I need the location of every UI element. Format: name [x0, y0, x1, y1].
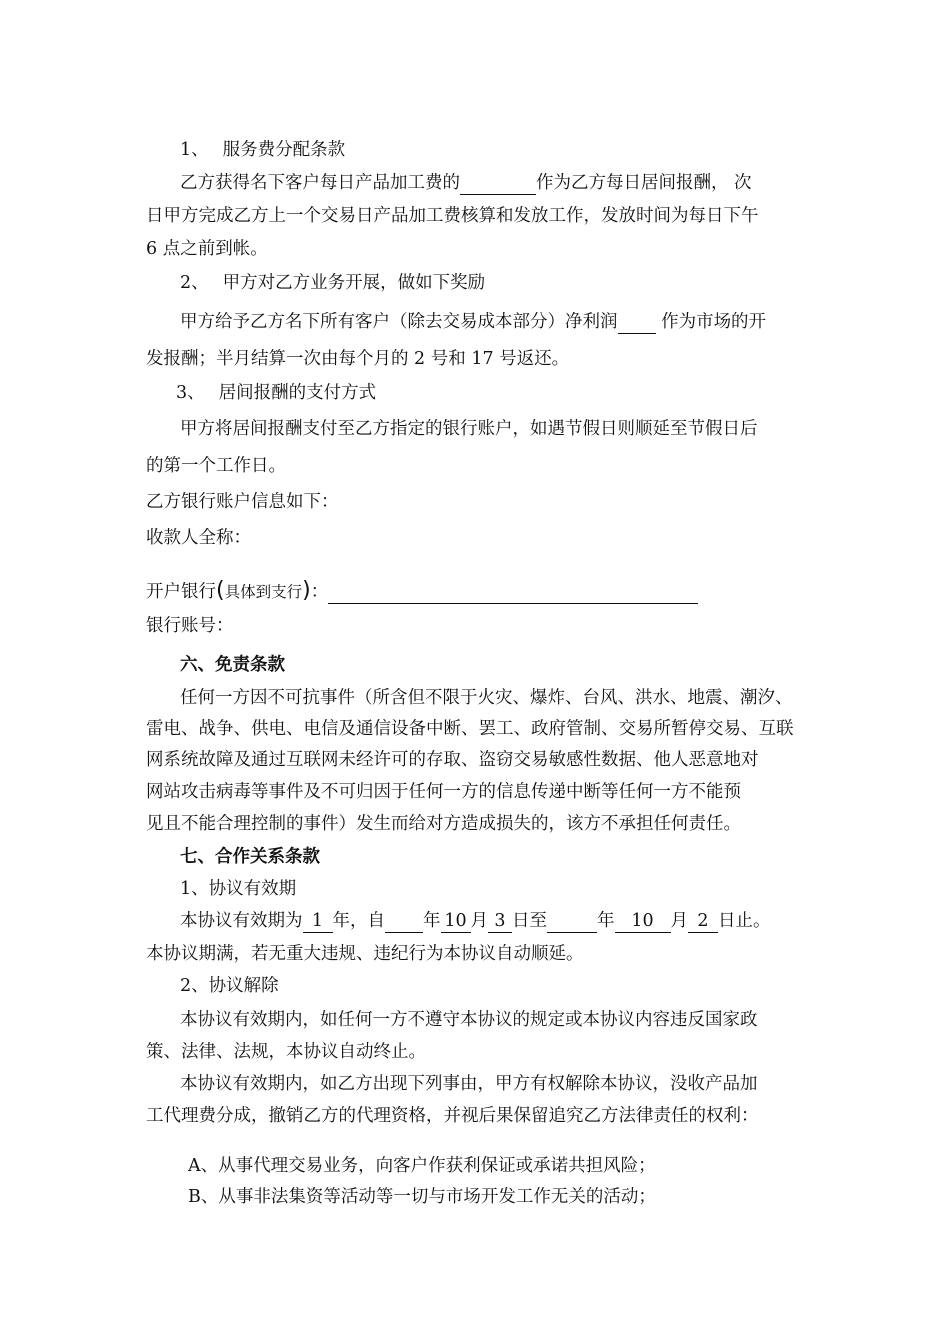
text-run: 年	[597, 911, 615, 931]
section-6-line-5: 见且不能合理控制的事件）发生而给对方造成损失的，该方不承担任何责任。	[146, 814, 741, 834]
termination-para-1-line-1: 本协议有效期内，如任何一方不遵守本协议的规定或本协议内容违反国家政	[180, 1010, 758, 1030]
section-1-para-line-3: 6 点之前到帐。	[146, 239, 268, 259]
text-run: 甲方给予乙方名下所有客户（除去交易成本部分）净利润	[180, 312, 618, 332]
end-day: 2	[688, 913, 718, 933]
section-6-line-4: 网站攻击病毒等事件及不可归因于任何一方的信息传递中断等任何一方不能预	[146, 782, 741, 802]
section-1-heading	[180, 142, 345, 160]
section-2-para-line-2: 发报酬；半月结算一次由每个月的 2 号和 17 号返还。	[146, 349, 570, 369]
bank-label: 开户银行	[146, 582, 216, 602]
blank-start-year	[385, 913, 423, 933]
section-3-number: 3、	[176, 383, 205, 403]
term-line-2: 本协议期满，若无重大违规、违纪行为本协议自动顺延。	[146, 944, 584, 964]
section-7-sub-1: 1、协议有效期	[180, 879, 297, 899]
section-1-title: 服务费分配条款	[222, 140, 346, 160]
section-6-line-2: 雷电、战争、供电、电信及通信设备中断、罢工、政府管制、交易所暂停交易、互联	[146, 719, 794, 739]
section-1-number: 1、	[180, 140, 209, 160]
text-run: 本协议有效期为	[180, 911, 303, 931]
blank-net-profit-share	[618, 314, 656, 334]
paren-close: )	[302, 578, 311, 603]
start-day: 3	[488, 913, 512, 933]
end-month: 10	[615, 913, 671, 933]
blank-bank-branch	[328, 584, 698, 604]
text-run: 年	[423, 911, 441, 931]
termination-para-2-line-1: 本协议有效期内，如乙方出现下列事由，甲方有权解除本协议，没收产品加	[180, 1074, 758, 1094]
section-3-para-line-2: 的第一个工作日。	[146, 456, 286, 476]
section-7-heading: 七、合作关系条款	[180, 847, 320, 867]
section-6-line-3: 网系统故障及通过互联网未经许可的存取、盗窃交易敏感性数据、他人恶意地对	[146, 750, 759, 770]
blank-fee-share	[460, 175, 536, 195]
termination-para-2-line-2: 工代理费分成，撤销乙方的代理资格，并视后果保留追究乙方法律责任的权利：	[146, 1106, 759, 1126]
text-run: 年，自	[332, 911, 385, 931]
text-run: 月	[470, 911, 488, 931]
section-1-para-line-1	[180, 175, 752, 195]
colon: ：	[310, 582, 329, 602]
section-3-para-line-1: 甲方将居间报酬支付至乙方指定的银行账户，如遇节假日则顺延至节假日后	[180, 419, 758, 439]
bank-info-intro: 乙方银行账户信息如下：	[146, 492, 339, 512]
termination-para-1-line-2: 策、法律、法规，本协议自动终止。	[146, 1042, 426, 1062]
section-6-line-1: 任何一方因不可抗事件（所含但不限于火灾、爆炸、台风、洪水、地震、潮汐、	[180, 688, 793, 708]
payee-name-label: 收款人全称：	[146, 528, 251, 548]
text-run: 作为乙方每日居间报酬， 次	[536, 173, 752, 193]
bank-branch-line	[146, 580, 698, 604]
section-6-heading: 六、免责条款	[180, 655, 285, 675]
section-2-heading	[180, 275, 485, 293]
text-run: 作为市场的开	[655, 312, 767, 332]
text-run: 日止。	[718, 911, 771, 931]
text-run: 日至	[512, 911, 547, 931]
section-2-title: 甲方对乙方业务开展，做如下奖励	[222, 273, 486, 293]
account-number-label: 银行账号：	[146, 616, 234, 636]
term-line	[180, 913, 771, 933]
blank-end-year	[547, 913, 597, 933]
section-1-para-line-2: 日甲方完成乙方上一个交易日产品加工费核算和发放工作，发放时间为每日下午	[146, 206, 759, 226]
bank-branch-note: 具体到支行	[224, 583, 303, 601]
paren-open: (	[216, 578, 225, 603]
start-month: 10	[441, 913, 471, 933]
text-run: 月	[670, 911, 688, 931]
termination-item-a: A、从事代理交易业务，向客户作获利保证或承诺共担风险；	[188, 1156, 656, 1176]
section-3-heading	[176, 385, 376, 403]
term-years: 1	[303, 913, 333, 933]
termination-item-b: B、从事非法集资等活动等一切与市场开发工作无关的活动；	[188, 1187, 656, 1207]
section-3-title: 居间报酬的支付方式	[218, 383, 377, 403]
section-2-para-line-1	[180, 314, 766, 334]
section-7-sub-2: 2、协议解除	[180, 976, 279, 996]
section-2-number: 2、	[180, 273, 209, 293]
text-run: 乙方获得名下客户每日产品加工费的	[180, 173, 460, 193]
